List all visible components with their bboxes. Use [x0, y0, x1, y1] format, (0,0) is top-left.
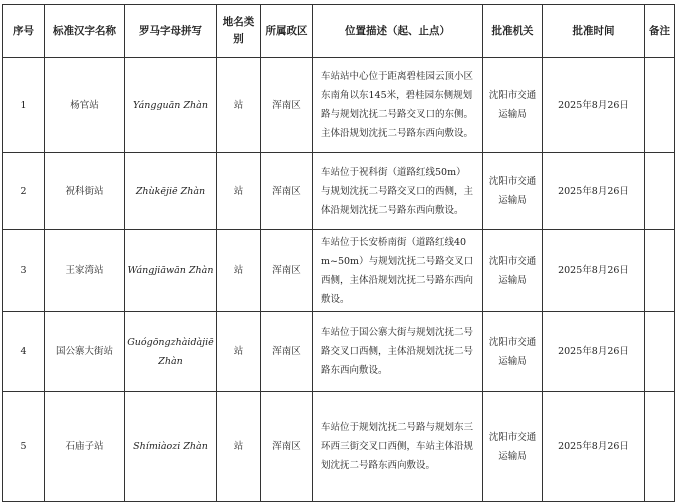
- table-row: [3, 312, 675, 392]
- cell-location: 车站位于规划沈抚二号路与规划东三环西三街交叉口西侧，车站主体沿规划沈抚二号路东西向敷设。: [313, 392, 483, 502]
- cell-date: 2025年8月26日: [543, 230, 645, 312]
- cell-no: 3: [3, 230, 45, 312]
- cell-category: 站: [217, 230, 261, 312]
- cell-location: 车站位于祝科街（道路红线50m）与规划沈抚二号路交叉口的西侧，主体沿规划沈抚二号路东西向敷设。: [313, 153, 483, 230]
- cell-category: 站: [217, 58, 261, 153]
- cell-no: 5: [3, 392, 45, 502]
- cell-remark: [645, 153, 675, 230]
- cell-roman: Zhùkējiē Zhàn: [125, 153, 217, 230]
- cell-district: 浑南区: [261, 153, 313, 230]
- cell-district: 浑南区: [261, 58, 313, 153]
- cell-authority: 沈阳市交通运输局: [483, 312, 543, 392]
- cell-name: 杨官站: [45, 58, 125, 153]
- cell-category: 站: [217, 312, 261, 392]
- table-row: [3, 392, 675, 502]
- cell-location: 车站位于长安桥南街（道路红线40m~50m）与规划沈抚二号路交叉口西侧，主体沿规划沈抚二号路东西向敷设。: [313, 230, 483, 312]
- cell-no: 2: [3, 153, 45, 230]
- header-authority: 批准机关: [483, 5, 543, 58]
- cell-roman: Wángjiāwān Zhàn: [125, 230, 217, 312]
- cell-date: 2025年8月26日: [543, 153, 645, 230]
- header-date: 批准时间: [543, 5, 645, 58]
- cell-district: 浑南区: [261, 230, 313, 312]
- cell-date: 2025年8月26日: [543, 392, 645, 502]
- cell-remark: [645, 312, 675, 392]
- header-name: 标准汉字名称: [45, 5, 125, 58]
- cell-no: 1: [3, 58, 45, 153]
- header-no: 序号: [3, 5, 45, 58]
- cell-location: 车站位于国公寨大街与规划沈抚二号路交叉口西侧，主体沿规划沈抚二号路东西向敷设。: [313, 312, 483, 392]
- cell-remark: [645, 230, 675, 312]
- cell-remark: [645, 58, 675, 153]
- cell-authority: 沈阳市交通运输局: [483, 58, 543, 153]
- cell-district: 浑南区: [261, 312, 313, 392]
- header-remark: 备注: [645, 5, 675, 58]
- cell-authority: 沈阳市交通运输局: [483, 230, 543, 312]
- cell-date: 2025年8月26日: [543, 312, 645, 392]
- header-district: 所属政区: [261, 5, 313, 58]
- header-row: [3, 5, 675, 58]
- cell-no: 4: [3, 312, 45, 392]
- cell-category: 站: [217, 153, 261, 230]
- table-row: [3, 153, 675, 230]
- cell-date: 2025年8月26日: [543, 58, 645, 153]
- cell-location: 车站站中心位于距离碧桂园云顶小区东南角以东145米，碧桂园东侧规划路与规划沈抚二号路交叉口的东侧。主体沿规划沈抚二号路东西向敷设。: [313, 58, 483, 153]
- station-name-table: [2, 4, 675, 502]
- cell-category: 站: [217, 392, 261, 502]
- cell-authority: 沈阳市交通运输局: [483, 392, 543, 502]
- table-row: [3, 58, 675, 153]
- cell-roman: Guógōngzhàidàjiē Zhàn: [125, 312, 217, 392]
- header-roman: 罗马字母拼写: [125, 5, 217, 58]
- cell-roman: Yángguān Zhàn: [125, 58, 217, 153]
- cell-authority: 沈阳市交通运输局: [483, 153, 543, 230]
- cell-name: 祝科街站: [45, 153, 125, 230]
- cell-district: 浑南区: [261, 392, 313, 502]
- cell-remark: [645, 392, 675, 502]
- table-row: [3, 230, 675, 312]
- cell-name: 王家湾站: [45, 230, 125, 312]
- header-category: 地名类别: [217, 5, 261, 58]
- header-location: 位置描述（起、止点）: [313, 5, 483, 58]
- cell-name: 石庙子站: [45, 392, 125, 502]
- cell-name: 国公寨大街站: [45, 312, 125, 392]
- cell-roman: Shímiàozi Zhàn: [125, 392, 217, 502]
